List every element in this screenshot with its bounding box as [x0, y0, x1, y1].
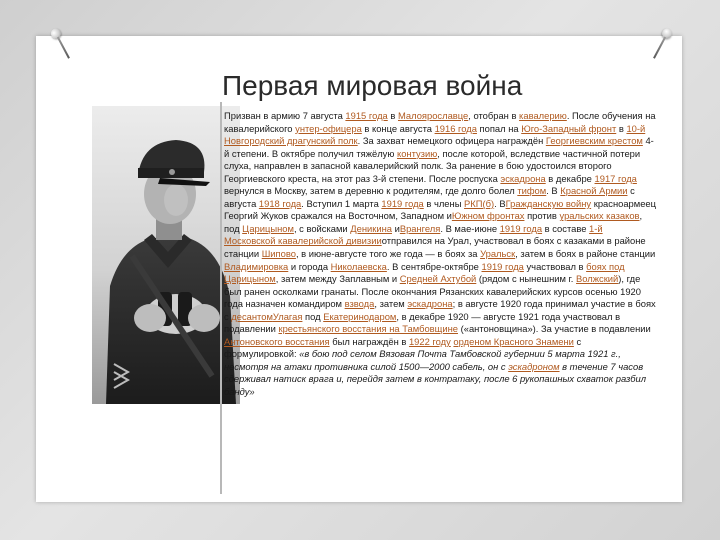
link[interactable]: десантом: [231, 310, 273, 322]
link[interactable]: 1917 года: [594, 172, 637, 184]
link[interactable]: Николаевска: [330, 260, 387, 272]
text-run: отправился на Урал, участвовал в боях с казаками в районе станции: [224, 235, 646, 260]
text-run: , после которой, вследствие частичной потери слуха, направлен в запасной кавалерийский полк. За ранение в бою удостоился второго Георгиевского креста, на этот раз 3-й степени. После роспуска: [224, 147, 641, 184]
link[interactable]: 1-й Московской кавалерийской дивизии: [224, 222, 603, 247]
link[interactable]: Улагая: [272, 310, 303, 322]
link[interactable]: Екатеринодаром: [323, 310, 397, 322]
text-run: , под: [224, 210, 643, 234]
link[interactable]: Гражданскую войну: [505, 197, 592, 209]
slide-title: Первая мировая война: [222, 70, 523, 101]
link[interactable]: Георгиевским крестом: [545, 135, 643, 147]
link[interactable]: эскадроном: [508, 360, 560, 372]
text-run: и города: [288, 260, 331, 272]
link[interactable]: Владимировка: [224, 260, 289, 272]
link[interactable]: Малоярославце: [397, 110, 469, 121]
link[interactable]: Антоновского восстания: [224, 335, 330, 347]
text-run: под: [302, 310, 324, 322]
text-run: Призван в армию 7 августа: [224, 110, 346, 121]
link[interactable]: РКП(б): [464, 197, 495, 209]
link[interactable]: крестьянского восстания на Тамбовщине: [278, 323, 458, 335]
link[interactable]: Уральск: [480, 248, 516, 260]
text-divider: [220, 102, 222, 494]
link[interactable]: орденом Красного Знамени: [453, 335, 574, 347]
link[interactable]: уральских казаков: [559, 210, 640, 222]
text-run: с формулировкой:: [224, 335, 582, 360]
text-run: в: [387, 110, 398, 121]
biography-text: [224, 110, 656, 399]
text-run: 4-й степени. В октябре получил тяжёлую: [224, 135, 654, 159]
text-run: . В: [494, 197, 506, 209]
link[interactable]: тифом: [517, 185, 547, 197]
link[interactable]: Шипово: [261, 248, 296, 260]
text-run: . После обучения на кавалерийского: [224, 110, 656, 134]
link[interactable]: эскадрона: [500, 172, 546, 184]
link[interactable]: 10-й Новгородский драгунский полк: [224, 122, 646, 147]
link[interactable]: кавалерию: [519, 110, 567, 121]
text-run: , в июне-августе того же года — в боях за: [295, 248, 481, 260]
link[interactable]: Врангеля: [399, 222, 441, 234]
text-run: был награждён в: [329, 335, 409, 347]
text-run: , в декабре 1920 — августе 1921 года участвовал в подавлении: [224, 310, 621, 335]
text-run: , отобран в: [468, 110, 520, 121]
quote-text: в течение 7 часов сдерживал натиск врага и, перейдя затем в контратаку, после 6 рукопашных схваток разбил банду»: [224, 360, 646, 398]
link[interactable]: взвода: [344, 298, 375, 310]
text-run: . В сентябре-октябре: [386, 260, 482, 272]
text-run: попал на: [476, 122, 522, 134]
text-run: , с войсками: [293, 222, 351, 234]
text-run: . В: [546, 185, 561, 197]
text-run: в: [616, 122, 627, 134]
link[interactable]: Царицыном: [242, 222, 294, 234]
link[interactable]: Деникина: [350, 222, 392, 234]
link[interactable]: 1918 года: [258, 197, 302, 209]
text-run: и: [391, 222, 400, 234]
text-run: ; в августе 1920 года принимал участие в боях с: [224, 298, 656, 322]
text-run: , затем в боях в районе станции: [515, 248, 656, 260]
text-run: . Вступил 1 марта: [301, 197, 382, 209]
link[interactable]: унтер-офицера: [295, 122, 362, 134]
text-run: участвовал в: [523, 260, 587, 272]
text-run: . В мае-июне: [440, 222, 500, 234]
link[interactable]: 1919 года: [381, 197, 424, 209]
link[interactable]: 1916 года: [434, 122, 477, 134]
text-run: против: [524, 210, 560, 222]
link[interactable]: 1919 года: [499, 222, 543, 234]
link[interactable]: Волжский: [576, 273, 619, 285]
text-run: , затем: [374, 298, 408, 310]
link[interactable]: 1919 года: [481, 260, 524, 272]
quote-text: «в бою под селом Вязовая Почта Тамбовской губернии 5 марта 1921 г., несмотря на атаки противника силой 1500—2000 сабель, он с: [224, 348, 621, 372]
text-run: в конце августа: [361, 122, 435, 134]
text-run: . За захват немецкого офицера награждён: [357, 135, 546, 147]
link[interactable]: Средней Ахтубой: [399, 273, 477, 285]
text-run: (рядом с нынешним г.: [476, 273, 577, 285]
text-run: в декабре: [545, 172, 595, 184]
link[interactable]: Красной Армии: [560, 185, 628, 197]
text-run: в составе: [542, 222, 590, 234]
link[interactable]: эскадрона: [407, 298, 453, 310]
text-run: , затем между Заплавным и: [275, 273, 400, 285]
text-run: в члены: [423, 197, 465, 209]
portrait-photo-drawing: [92, 106, 240, 404]
text-run: красноармеец Георгий Жуков сражался на Восточном, Западном и: [224, 197, 657, 222]
link[interactable]: Юго-Западный фронт: [521, 122, 617, 134]
portrait-photo: [92, 106, 240, 404]
text-run: с августа: [224, 185, 635, 209]
link[interactable]: контузию: [396, 147, 438, 159]
link[interactable]: Южном фронтах: [451, 210, 525, 222]
link[interactable]: 1922 году: [408, 335, 451, 347]
text-run: вернулся в Москву, затем в деревню к родителям, где долго болел: [224, 185, 518, 197]
text-run: («антоновщина»). За участие в подавлении: [458, 323, 651, 335]
text-run: ), где был ранен осколками гранаты. После окончания Рязанских кавалерийских курсов осенью 1920 года назначен командиром: [224, 273, 641, 310]
link[interactable]: боях под Царицыном: [224, 260, 625, 285]
link[interactable]: 1915 года: [345, 110, 388, 121]
